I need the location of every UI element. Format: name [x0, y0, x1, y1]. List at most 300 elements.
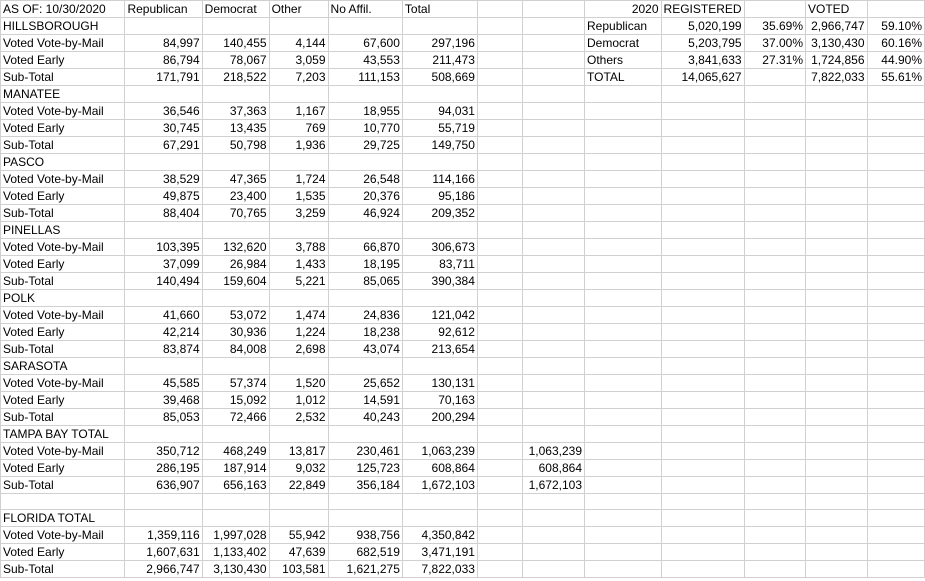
total-value[interactable]: 149,750 [402, 137, 477, 154]
empty-cell[interactable] [477, 1, 522, 18]
empty-cell[interactable] [806, 460, 868, 477]
empty-cell[interactable] [744, 273, 805, 290]
republican-value[interactable]: 636,907 [125, 477, 202, 494]
no-affil-value[interactable]: 1,621,275 [328, 561, 402, 578]
empty-cell[interactable] [744, 171, 805, 188]
democrat-value[interactable]: 50,798 [202, 137, 269, 154]
total-value[interactable]: 200,294 [402, 409, 477, 426]
democrat-value[interactable]: 132,620 [202, 239, 269, 256]
republican-value[interactable]: 86,794 [125, 52, 202, 69]
row-label[interactable]: Voted Vote-by-Mail [1, 527, 125, 544]
total-value[interactable]: 306,673 [402, 239, 477, 256]
democrat-value[interactable]: 3,130,430 [202, 561, 269, 578]
empty-cell[interactable] [202, 222, 269, 239]
republican-value[interactable]: 171,791 [125, 69, 202, 86]
summary-registered-pct[interactable]: 27.31% [744, 52, 805, 69]
empty-cell[interactable] [125, 154, 202, 171]
empty-cell[interactable] [661, 324, 744, 341]
empty-cell[interactable] [477, 544, 522, 561]
empty-cell[interactable] [125, 494, 202, 510]
other-value[interactable]: 22,849 [269, 477, 328, 494]
empty-cell[interactable] [328, 426, 402, 443]
empty-cell[interactable] [661, 256, 744, 273]
total-value[interactable]: 390,384 [402, 273, 477, 290]
republican-value[interactable]: 39,468 [125, 392, 202, 409]
row-label[interactable]: Voted Vote-by-Mail [1, 443, 125, 460]
democrat-value[interactable]: 1,997,028 [202, 527, 269, 544]
no-affil-value[interactable]: 43,074 [328, 341, 402, 358]
empty-cell[interactable] [522, 426, 584, 443]
empty-cell[interactable] [125, 18, 202, 35]
empty-cell[interactable] [522, 324, 584, 341]
row-label[interactable]: Voted Early [1, 460, 125, 477]
empty-cell[interactable] [867, 460, 925, 477]
empty-cell[interactable] [806, 426, 868, 443]
no-affil-value[interactable]: 20,376 [328, 188, 402, 205]
empty-cell[interactable] [477, 510, 522, 527]
empty-cell[interactable] [744, 120, 805, 137]
empty-cell[interactable] [585, 154, 662, 171]
empty-cell[interactable] [477, 171, 522, 188]
no-affil-value[interactable]: 18,195 [328, 256, 402, 273]
other-value[interactable]: 55,942 [269, 527, 328, 544]
empty-cell[interactable] [402, 222, 477, 239]
no-affil-value[interactable]: 29,725 [328, 137, 402, 154]
total-value[interactable]: 211,473 [402, 52, 477, 69]
empty-cell[interactable] [269, 510, 328, 527]
empty-cell[interactable] [867, 443, 925, 460]
empty-cell[interactable] [585, 324, 662, 341]
no-affil-value[interactable]: 46,924 [328, 205, 402, 222]
empty-cell[interactable] [867, 426, 925, 443]
total-value[interactable]: 508,669 [402, 69, 477, 86]
empty-cell[interactable] [867, 375, 925, 392]
empty-cell[interactable] [661, 239, 744, 256]
no-affil-value[interactable]: 40,243 [328, 409, 402, 426]
county-name[interactable]: HILLSBOROUGH [1, 18, 125, 35]
empty-cell[interactable] [477, 103, 522, 120]
empty-cell[interactable] [806, 222, 868, 239]
empty-cell[interactable] [522, 188, 584, 205]
empty-cell[interactable] [661, 409, 744, 426]
democrat-value[interactable]: 159,604 [202, 273, 269, 290]
empty-cell[interactable] [744, 426, 805, 443]
row-label[interactable]: Sub-Total [1, 477, 125, 494]
empty-cell[interactable] [477, 188, 522, 205]
empty-cell[interactable] [269, 426, 328, 443]
democrat-value[interactable]: 53,072 [202, 307, 269, 324]
summary-voted-header[interactable]: VOTED [806, 1, 868, 18]
summary-registered-pct[interactable] [744, 69, 805, 86]
total-value[interactable]: 213,654 [402, 341, 477, 358]
republican-value[interactable]: 140,494 [125, 273, 202, 290]
empty-cell[interactable] [867, 392, 925, 409]
total-value[interactable]: 3,471,191 [402, 544, 477, 561]
democrat-value[interactable]: 13,435 [202, 120, 269, 137]
empty-cell[interactable] [477, 375, 522, 392]
empty-cell[interactable] [585, 527, 662, 544]
empty-cell[interactable] [585, 103, 662, 120]
empty-cell[interactable] [585, 188, 662, 205]
empty-cell[interactable] [744, 527, 805, 544]
empty-cell[interactable] [744, 510, 805, 527]
summary-voted-pct[interactable]: 55.61% [867, 69, 925, 86]
florida-total-label[interactable]: FLORIDA TOTAL [1, 510, 125, 527]
empty-cell[interactable] [867, 86, 925, 103]
republican-value[interactable]: 45,585 [125, 375, 202, 392]
empty-cell[interactable] [477, 69, 522, 86]
empty-cell[interactable] [661, 375, 744, 392]
empty-cell[interactable] [269, 494, 328, 510]
empty-cell[interactable] [867, 154, 925, 171]
total-header[interactable]: Total [402, 1, 477, 18]
total-value[interactable]: 70,163 [402, 392, 477, 409]
empty-cell[interactable] [477, 307, 522, 324]
row-label[interactable]: Voted Early [1, 256, 125, 273]
empty-cell[interactable] [867, 527, 925, 544]
empty-cell[interactable] [477, 341, 522, 358]
no-affil-value[interactable]: 230,461 [328, 443, 402, 460]
empty-cell[interactable] [328, 86, 402, 103]
empty-cell[interactable] [522, 358, 584, 375]
total-value[interactable]: 608,864 [402, 460, 477, 477]
empty-cell[interactable] [477, 18, 522, 35]
empty-cell[interactable] [522, 1, 584, 18]
empty-cell[interactable] [806, 205, 868, 222]
summary-registered-value[interactable]: 3,841,633 [661, 52, 744, 69]
empty-cell[interactable] [806, 307, 868, 324]
empty-cell[interactable] [661, 103, 744, 120]
summary-registered-pct[interactable]: 35.69% [744, 18, 805, 35]
row-label[interactable]: Voted Early [1, 544, 125, 561]
as-of-date[interactable]: AS OF: 10/30/2020 [1, 1, 125, 18]
empty-cell[interactable] [744, 188, 805, 205]
empty-cell[interactable] [328, 222, 402, 239]
empty-cell[interactable] [269, 358, 328, 375]
empty-cell[interactable] [867, 409, 925, 426]
empty-cell[interactable] [806, 561, 868, 578]
empty-cell[interactable] [744, 375, 805, 392]
empty-cell[interactable] [806, 392, 868, 409]
row-label[interactable]: Voted Early [1, 188, 125, 205]
democrat-value[interactable]: 30,936 [202, 324, 269, 341]
republican-value[interactable]: 1,359,116 [125, 527, 202, 544]
democrat-value[interactable]: 1,133,402 [202, 544, 269, 561]
democrat-value[interactable]: 72,466 [202, 409, 269, 426]
democrat-value[interactable]: 84,008 [202, 341, 269, 358]
democrat-value[interactable]: 47,365 [202, 171, 269, 188]
other-value[interactable]: 1,474 [269, 307, 328, 324]
republican-value[interactable]: 36,546 [125, 103, 202, 120]
total-value[interactable]: 94,031 [402, 103, 477, 120]
empty-cell[interactable] [585, 137, 662, 154]
empty-cell[interactable] [477, 392, 522, 409]
summary-voted-pct[interactable]: 60.16% [867, 35, 925, 52]
summary-voted-value[interactable]: 1,724,856 [806, 52, 868, 69]
empty-cell[interactable] [661, 510, 744, 527]
empty-cell[interactable] [477, 494, 522, 510]
empty-cell[interactable] [661, 341, 744, 358]
empty-cell[interactable] [269, 18, 328, 35]
empty-cell[interactable] [202, 86, 269, 103]
empty-cell[interactable] [522, 494, 584, 510]
empty-cell[interactable] [744, 222, 805, 239]
other-value[interactable]: 769 [269, 120, 328, 137]
empty-cell[interactable] [806, 544, 868, 561]
other-value[interactable]: 1,224 [269, 324, 328, 341]
empty-cell[interactable] [522, 137, 584, 154]
other-value[interactable]: 5,221 [269, 273, 328, 290]
republican-value[interactable]: 84,997 [125, 35, 202, 52]
democrat-value[interactable]: 140,455 [202, 35, 269, 52]
empty-cell[interactable] [744, 544, 805, 561]
empty-cell[interactable] [661, 494, 744, 510]
republican-value[interactable]: 38,529 [125, 171, 202, 188]
total-value[interactable]: 95,186 [402, 188, 477, 205]
empty-cell[interactable] [867, 341, 925, 358]
no-affil-value[interactable]: 356,184 [328, 477, 402, 494]
other-value[interactable]: 9,032 [269, 460, 328, 477]
total-value[interactable]: 209,352 [402, 205, 477, 222]
empty-cell[interactable] [661, 307, 744, 324]
republican-value[interactable]: 37,099 [125, 256, 202, 273]
empty-cell[interactable] [477, 409, 522, 426]
empty-cell[interactable] [202, 154, 269, 171]
row-label[interactable]: Sub-Total [1, 561, 125, 578]
empty-cell[interactable] [585, 290, 662, 307]
other-value[interactable]: 4,144 [269, 35, 328, 52]
empty-cell[interactable] [806, 239, 868, 256]
empty-cell[interactable] [806, 171, 868, 188]
empty-cell[interactable] [661, 392, 744, 409]
summary-voted-value[interactable]: 2,966,747 [806, 18, 868, 35]
summary-voted-pct[interactable]: 44.90% [867, 52, 925, 69]
empty-cell[interactable] [867, 290, 925, 307]
empty-cell[interactable] [585, 510, 662, 527]
empty-cell[interactable] [477, 561, 522, 578]
empty-cell[interactable] [806, 494, 868, 510]
county-name[interactable]: SARASOTA [1, 358, 125, 375]
empty-cell[interactable] [585, 341, 662, 358]
other-value[interactable]: 3,059 [269, 52, 328, 69]
empty-cell[interactable] [477, 477, 522, 494]
empty-cell[interactable] [744, 494, 805, 510]
empty-cell[interactable] [477, 86, 522, 103]
empty-cell[interactable] [477, 256, 522, 273]
empty-cell[interactable] [477, 290, 522, 307]
other-value[interactable]: 2,532 [269, 409, 328, 426]
republican-value[interactable]: 286,195 [125, 460, 202, 477]
empty-cell[interactable] [522, 290, 584, 307]
empty-cell[interactable] [744, 358, 805, 375]
empty-cell[interactable] [744, 205, 805, 222]
row-label[interactable]: Sub-Total [1, 69, 125, 86]
total-value[interactable]: 4,350,842 [402, 527, 477, 544]
empty-cell[interactable] [867, 188, 925, 205]
empty-cell[interactable] [744, 477, 805, 494]
empty-cell[interactable] [585, 460, 662, 477]
empty-cell[interactable] [806, 527, 868, 544]
summary-voted-value[interactable]: 7,822,033 [806, 69, 868, 86]
empty-cell[interactable] [522, 103, 584, 120]
empty-cell[interactable] [744, 137, 805, 154]
empty-cell[interactable] [585, 443, 662, 460]
other-value[interactable]: 1,167 [269, 103, 328, 120]
no-affil-value[interactable]: 18,955 [328, 103, 402, 120]
empty-cell[interactable] [806, 188, 868, 205]
democrat-value[interactable]: 187,914 [202, 460, 269, 477]
no-affil-header[interactable]: No Affil. [328, 1, 402, 18]
empty-cell[interactable] [477, 443, 522, 460]
row-label[interactable]: Voted Vote-by-Mail [1, 307, 125, 324]
empty-cell[interactable] [806, 510, 868, 527]
other-value[interactable]: 1,936 [269, 137, 328, 154]
empty-cell[interactable] [477, 460, 522, 477]
democrat-value[interactable]: 26,984 [202, 256, 269, 273]
other-value[interactable]: 1,724 [269, 171, 328, 188]
empty-cell[interactable] [744, 460, 805, 477]
tampa-total-copy[interactable]: 1,672,103 [522, 477, 584, 494]
empty-cell[interactable] [744, 290, 805, 307]
summary-party-label[interactable]: Democrat [585, 35, 662, 52]
empty-cell[interactable] [661, 137, 744, 154]
empty-cell[interactable] [522, 544, 584, 561]
row-label[interactable]: Voted Early [1, 52, 125, 69]
empty-cell[interactable] [585, 561, 662, 578]
empty-cell[interactable] [477, 120, 522, 137]
empty-cell[interactable] [585, 409, 662, 426]
total-value[interactable]: 1,063,239 [402, 443, 477, 460]
empty-cell[interactable] [744, 307, 805, 324]
empty-cell[interactable] [522, 307, 584, 324]
empty-cell[interactable] [867, 205, 925, 222]
empty-cell[interactable] [867, 222, 925, 239]
empty-cell[interactable] [585, 544, 662, 561]
empty-cell[interactable] [661, 290, 744, 307]
empty-cell[interactable] [328, 154, 402, 171]
total-value[interactable]: 121,042 [402, 307, 477, 324]
empty-cell[interactable] [661, 188, 744, 205]
empty-cell[interactable] [522, 120, 584, 137]
other-value[interactable]: 47,639 [269, 544, 328, 561]
empty-cell[interactable] [125, 510, 202, 527]
empty-cell[interactable] [402, 426, 477, 443]
empty-cell[interactable] [202, 18, 269, 35]
empty-cell[interactable] [402, 290, 477, 307]
total-value[interactable]: 130,131 [402, 375, 477, 392]
republican-value[interactable]: 30,745 [125, 120, 202, 137]
no-affil-value[interactable]: 66,870 [328, 239, 402, 256]
empty-cell[interactable] [867, 1, 925, 18]
empty-cell[interactable] [867, 239, 925, 256]
republican-value[interactable]: 42,214 [125, 324, 202, 341]
empty-cell[interactable] [661, 222, 744, 239]
empty-cell[interactable] [269, 154, 328, 171]
empty-cell[interactable] [806, 358, 868, 375]
empty-cell[interactable] [661, 561, 744, 578]
empty-cell[interactable] [402, 358, 477, 375]
empty-cell[interactable] [125, 358, 202, 375]
empty-cell[interactable] [867, 544, 925, 561]
other-value[interactable]: 7,203 [269, 69, 328, 86]
empty-cell[interactable] [661, 477, 744, 494]
county-name[interactable]: PASCO [1, 154, 125, 171]
empty-cell[interactable] [744, 561, 805, 578]
empty-cell[interactable] [522, 69, 584, 86]
empty-cell[interactable] [477, 358, 522, 375]
total-value[interactable]: 83,711 [402, 256, 477, 273]
row-label[interactable]: Voted Early [1, 120, 125, 137]
empty-cell[interactable] [867, 494, 925, 510]
empty-cell[interactable] [477, 239, 522, 256]
democrat-value[interactable]: 37,363 [202, 103, 269, 120]
empty-cell[interactable] [522, 239, 584, 256]
summary-party-label[interactable]: TOTAL [585, 69, 662, 86]
empty-cell[interactable] [806, 86, 868, 103]
empty-cell[interactable] [806, 256, 868, 273]
summary-party-label[interactable]: Republican [585, 18, 662, 35]
empty-cell[interactable] [661, 273, 744, 290]
empty-cell[interactable] [585, 494, 662, 510]
other-value[interactable]: 1,535 [269, 188, 328, 205]
row-label[interactable]: Voted Vote-by-Mail [1, 103, 125, 120]
republican-value[interactable]: 67,291 [125, 137, 202, 154]
empty-cell[interactable] [328, 510, 402, 527]
empty-cell[interactable] [806, 290, 868, 307]
empty-cell[interactable] [328, 494, 402, 510]
summary-registered-value[interactable]: 14,065,627 [661, 69, 744, 86]
row-label[interactable]: Voted Vote-by-Mail [1, 239, 125, 256]
other-value[interactable]: 3,788 [269, 239, 328, 256]
empty-cell[interactable] [744, 86, 805, 103]
empty-cell[interactable] [477, 52, 522, 69]
other-value[interactable]: 1,012 [269, 392, 328, 409]
republican-value[interactable]: 1,607,631 [125, 544, 202, 561]
empty-cell[interactable] [806, 273, 868, 290]
empty-cell[interactable] [585, 392, 662, 409]
no-affil-value[interactable]: 25,652 [328, 375, 402, 392]
county-name[interactable]: PINELLAS [1, 222, 125, 239]
republican-value[interactable]: 350,712 [125, 443, 202, 460]
empty-cell[interactable] [661, 527, 744, 544]
no-affil-value[interactable]: 85,065 [328, 273, 402, 290]
empty-cell[interactable] [744, 239, 805, 256]
empty-cell[interactable] [867, 137, 925, 154]
empty-cell[interactable] [585, 273, 662, 290]
empty-cell[interactable] [269, 222, 328, 239]
democrat-value[interactable]: 15,092 [202, 392, 269, 409]
empty-cell[interactable] [806, 103, 868, 120]
empty-cell[interactable] [744, 341, 805, 358]
no-affil-value[interactable]: 24,836 [328, 307, 402, 324]
summary-year[interactable]: 2020 [585, 1, 662, 18]
no-affil-value[interactable]: 10,770 [328, 120, 402, 137]
empty-cell[interactable] [522, 561, 584, 578]
republican-value[interactable]: 49,875 [125, 188, 202, 205]
row-label[interactable]: Sub-Total [1, 341, 125, 358]
empty-cell[interactable] [402, 86, 477, 103]
empty-cell[interactable] [806, 409, 868, 426]
empty-cell[interactable] [328, 290, 402, 307]
empty-cell[interactable] [585, 307, 662, 324]
no-affil-value[interactable]: 682,519 [328, 544, 402, 561]
empty-cell[interactable] [867, 120, 925, 137]
empty-cell[interactable] [806, 375, 868, 392]
other-value[interactable]: 1,433 [269, 256, 328, 273]
empty-cell[interactable] [402, 154, 477, 171]
summary-registered-value[interactable]: 5,203,795 [661, 35, 744, 52]
empty-cell[interactable] [522, 154, 584, 171]
